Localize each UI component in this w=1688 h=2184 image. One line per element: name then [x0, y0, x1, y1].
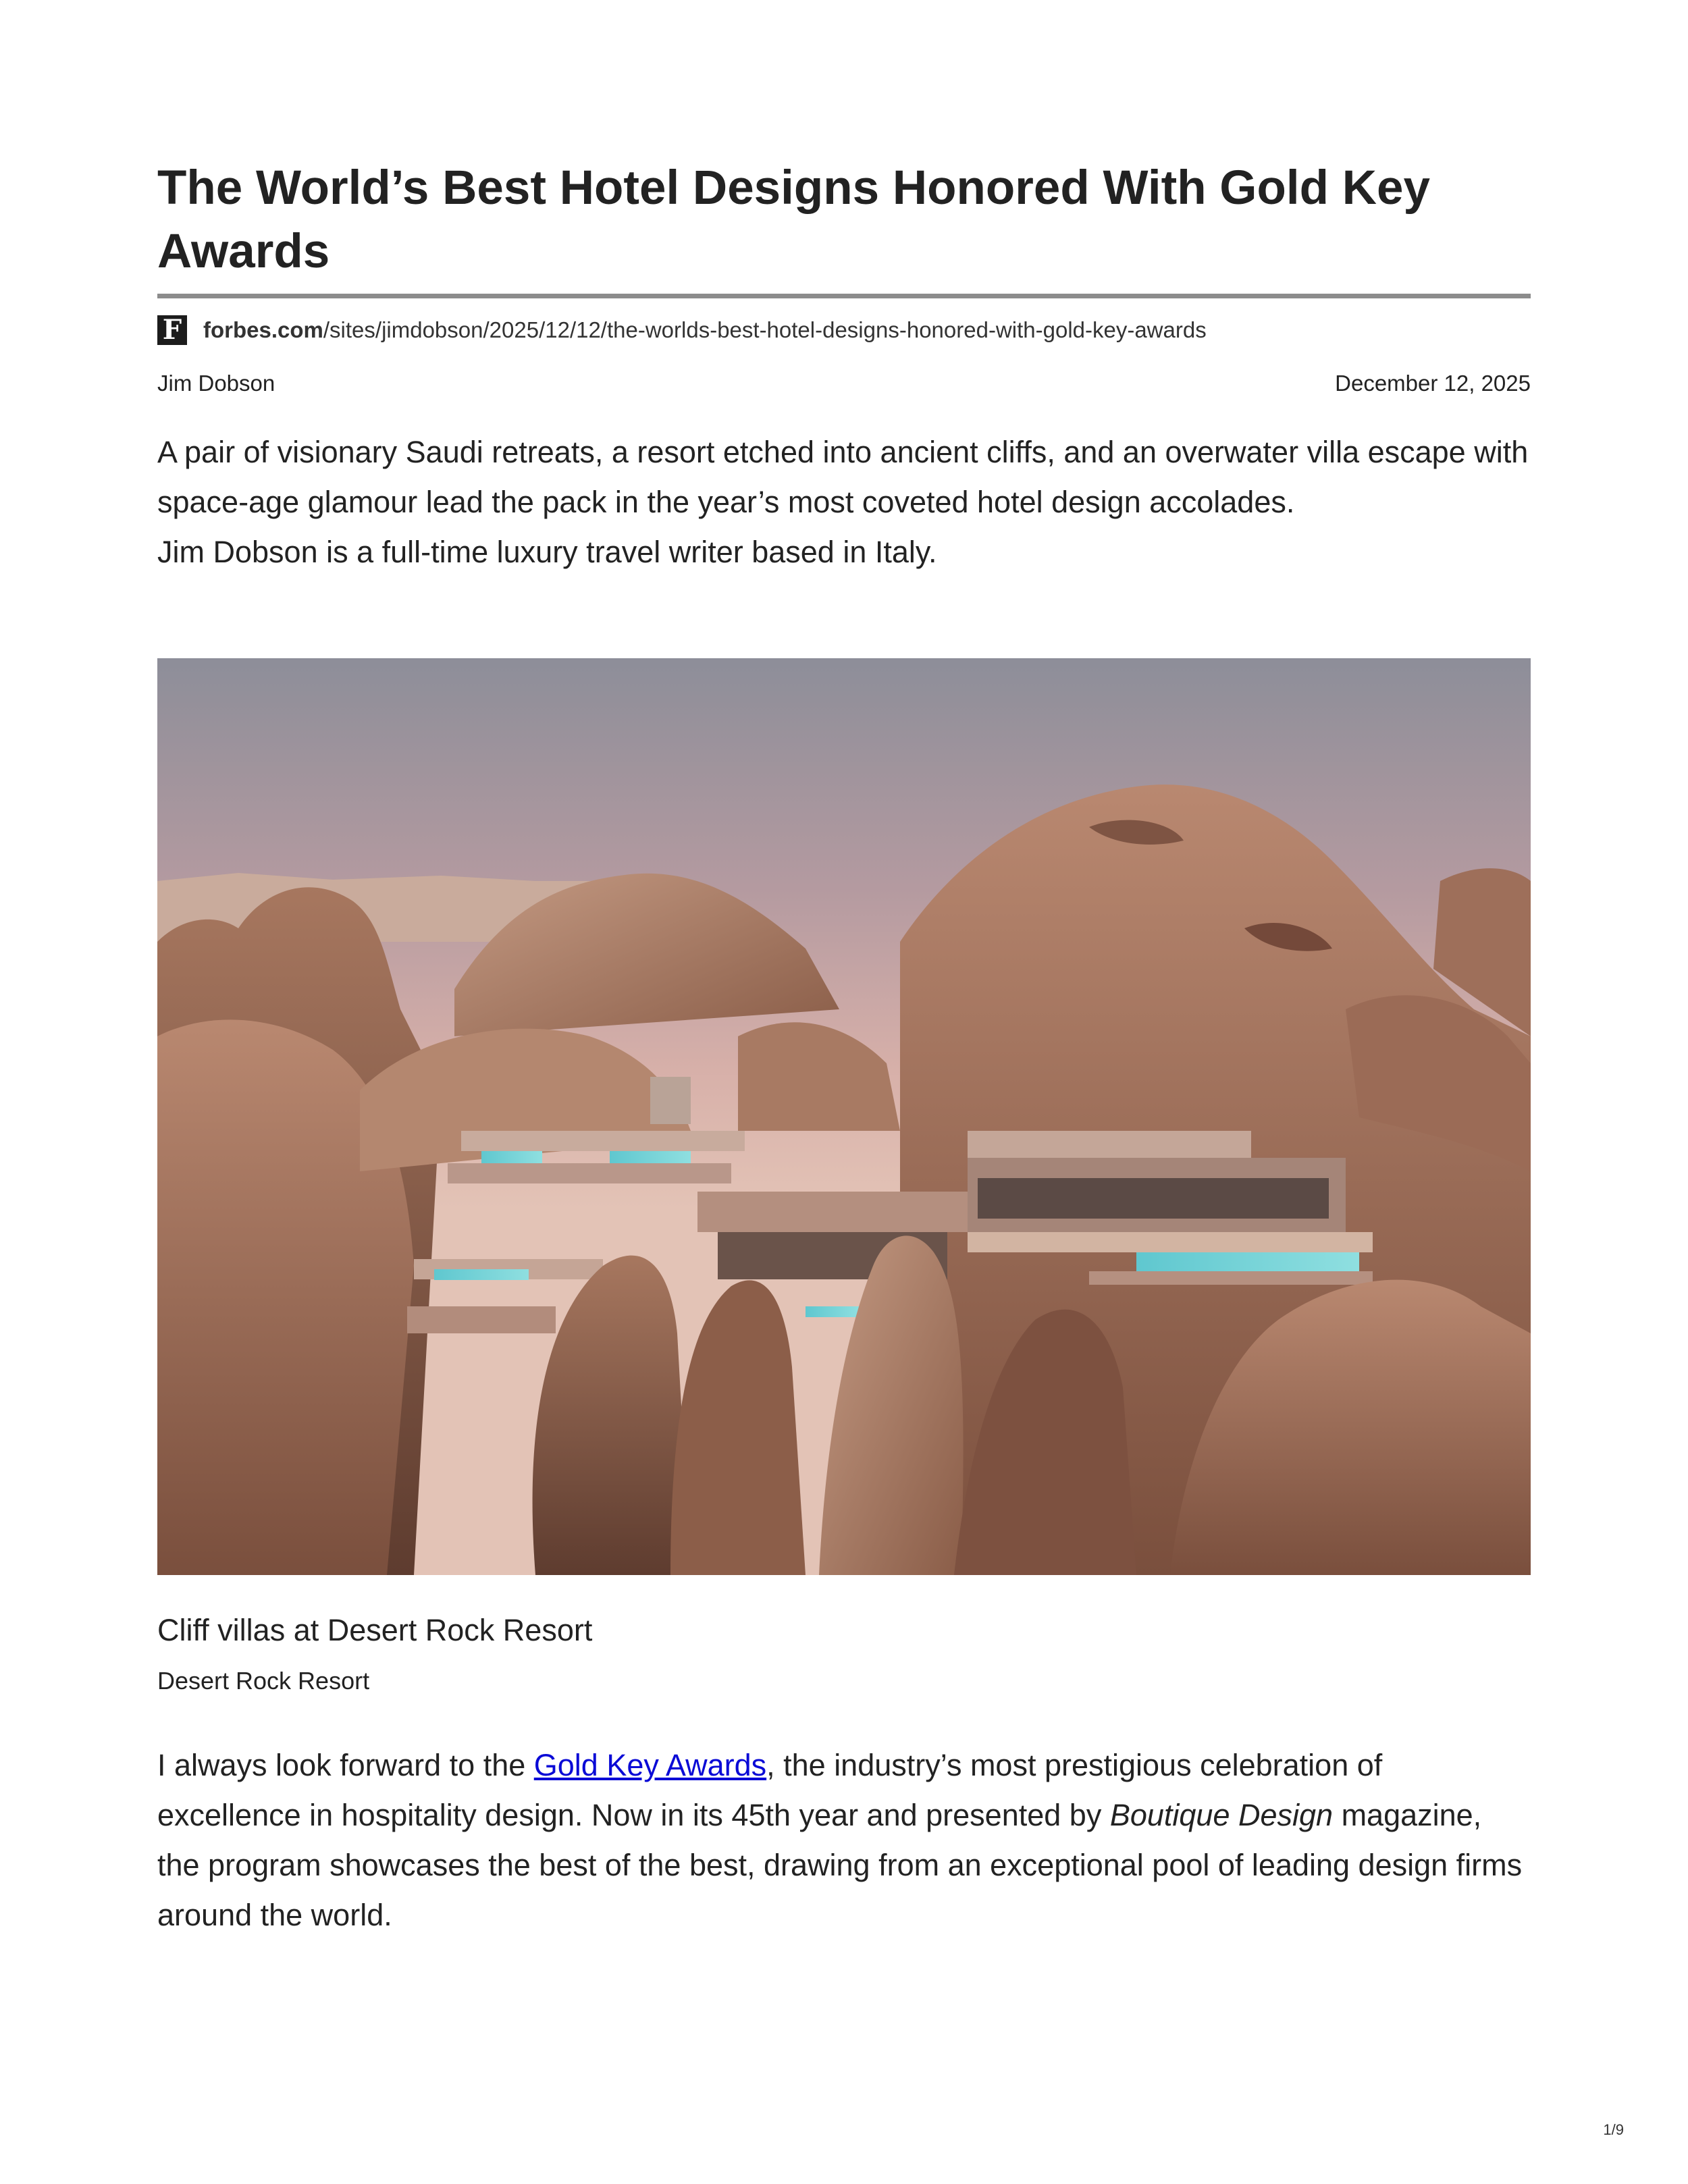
lede-text: A pair of visionary Saudi retreats, a resort etched into ancient cliffs, and an overwater villa escape with space-age glamour lead the pack in the year’s most coveted hotel design accolades.	[157, 435, 1529, 519]
image-credit: Desert Rock Resort	[157, 1667, 370, 1695]
image-caption: Cliff villas at Desert Rock Resort	[157, 1613, 593, 1647]
byline-row	[157, 370, 1531, 397]
source-url[interactable]	[203, 317, 1207, 343]
source-domain: forbes.com	[203, 317, 323, 342]
forbes-logo-icon: F	[157, 315, 187, 345]
author-bio: Jim Dobson is a full-time luxury travel writer based in Italy.	[157, 535, 937, 569]
gold-key-awards-link[interactable]: Gold Key Awards	[533, 1748, 767, 1782]
title-divider	[157, 294, 1531, 298]
body-text-end: magazine, the program showcases the best of the best, drawing from an exceptional pool of leading design firms around the world.	[157, 1798, 1523, 1932]
article-lede	[157, 427, 1531, 577]
hero-image	[157, 658, 1531, 1575]
source-row	[157, 314, 1531, 346]
body-text-intro: I always look forward to the	[157, 1748, 534, 1782]
body-paragraph	[157, 1740, 1531, 1940]
author-name: Jim Dobson	[157, 371, 275, 396]
publication-name: Boutique Design	[1109, 1798, 1334, 1832]
body-text-middle: , the industry’s most prestigious celebration of excellence in hospitality design. Now in its 45th year and presented by	[157, 1748, 1383, 1832]
article-title: The World’s Best Hotel Designs Honored With Gold Key Awards	[157, 161, 1430, 278]
desert-resort-photo	[157, 658, 1531, 1575]
page-number: 1/9	[1603, 2121, 1624, 2138]
source-path: /sites/jimdobson/2025/12/12/the-worlds-best-hotel-designs-honored-with-gold-key-awards	[323, 317, 1207, 342]
publish-date: December 12, 2025	[1335, 371, 1531, 396]
